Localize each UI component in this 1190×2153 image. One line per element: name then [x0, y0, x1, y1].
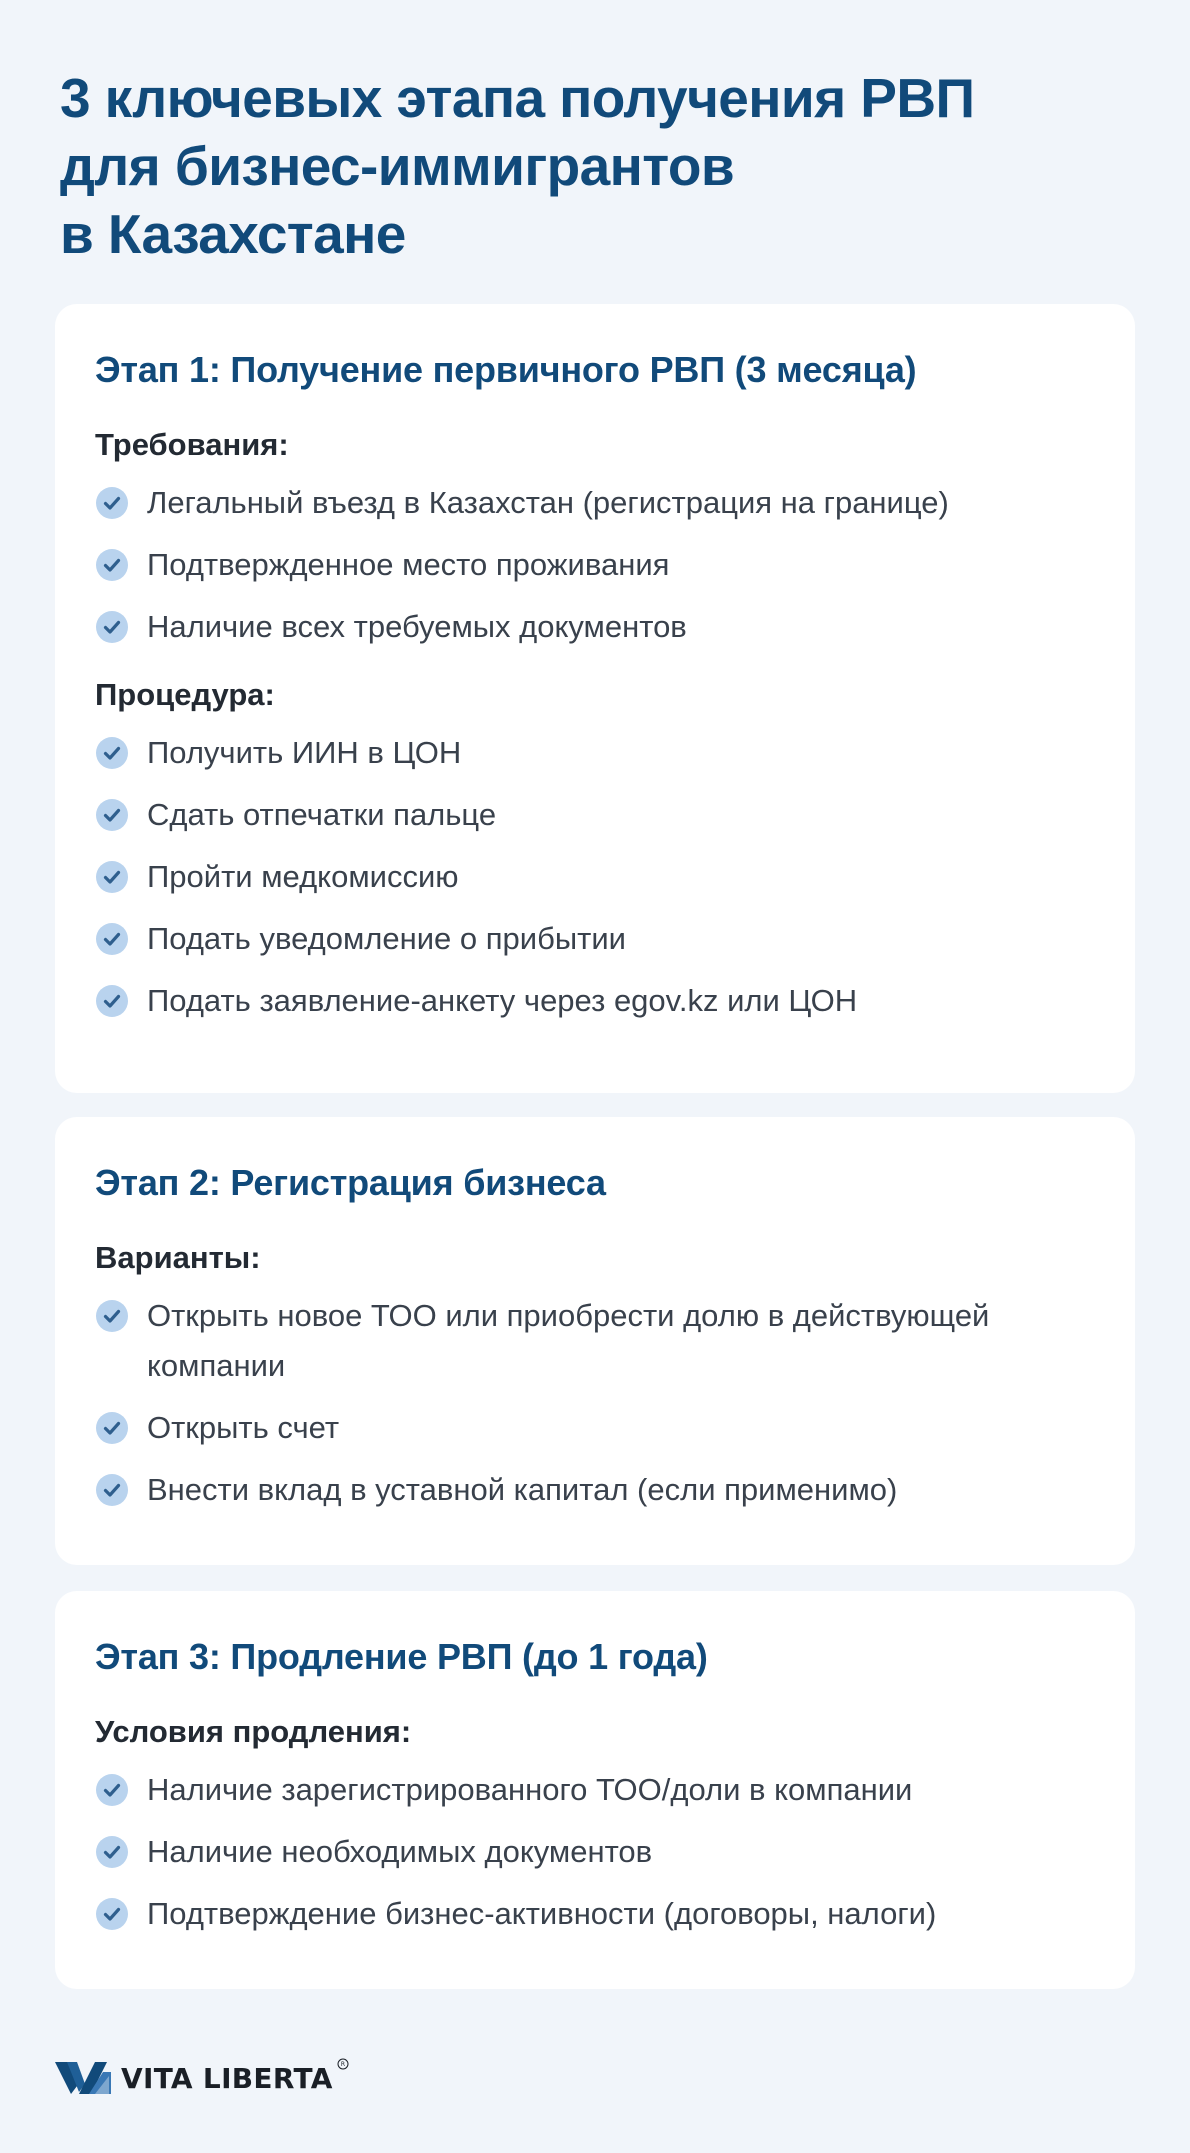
stage-1-card — [55, 304, 1135, 1093]
check-circle-icon — [95, 610, 129, 644]
check-circle-icon — [95, 798, 129, 832]
list-item-text: Легальный въезд в Казахстан (регистрация на границе) — [147, 485, 949, 520]
list-item — [95, 790, 1095, 840]
list-item — [95, 1889, 1095, 1939]
brand-logo — [55, 2058, 349, 2098]
list-item — [95, 1465, 1095, 1515]
list-item-text: Сдать отпечатки пальце — [147, 797, 497, 832]
vita-liberta-logo-icon — [55, 2058, 111, 2098]
list-item — [95, 976, 1095, 1026]
list-item-text: Подтверждение бизнес-активности (договоры, налоги) — [147, 1896, 937, 1931]
stage-1-requirements-label: Требования: — [95, 427, 289, 462]
check-circle-icon — [95, 548, 129, 582]
check-circle-icon — [95, 736, 129, 770]
check-circle-icon — [95, 860, 129, 894]
list-item — [95, 852, 1095, 902]
list-item-text: Наличие зарегистрированного ТОО/доли в компании — [147, 1772, 913, 1807]
list-item — [95, 1403, 1095, 1453]
check-circle-icon — [95, 486, 129, 520]
list-item-text: Пройти медкомиссию — [147, 859, 459, 894]
check-circle-icon — [95, 1473, 129, 1507]
list-item-text: Подать уведомление о прибытии — [147, 921, 626, 956]
list-item-text: Наличие всех требуемых документов — [147, 609, 687, 644]
list-item — [95, 602, 1095, 652]
check-circle-icon — [95, 1299, 129, 1333]
list-item-text: Подать заявление-анкету через egov.kz или ЦОН — [147, 983, 858, 1018]
page-title — [60, 64, 1135, 268]
list-item-text: Открыть счет — [147, 1410, 340, 1445]
list-item — [95, 1291, 1095, 1391]
list-item-text: Открыть новое ТОО или приобрести долю в действующей компании — [147, 1298, 990, 1383]
check-circle-icon — [95, 984, 129, 1018]
svg-text:R: R — [340, 2061, 345, 2069]
trademark-icon — [337, 2058, 349, 2070]
stage-2-card — [55, 1117, 1135, 1565]
stage-2-title: Этап 2: Регистрация бизнеса — [95, 1162, 606, 1203]
stage-1-procedure-label: Процедура: — [95, 677, 275, 712]
check-circle-icon — [95, 1835, 129, 1869]
list-item — [95, 914, 1095, 964]
check-circle-icon — [95, 922, 129, 956]
list-item — [95, 478, 1095, 528]
check-circle-icon — [95, 1897, 129, 1931]
page-title-line-3: в Казахстане — [60, 203, 406, 265]
stage-2-options-list — [95, 1291, 1095, 1515]
list-item — [95, 540, 1095, 590]
page-title-line-2: для бизнес-иммигрантов — [60, 135, 735, 197]
list-item — [95, 1765, 1095, 1815]
page-title-line-1: 3 ключевых этапа получения РВП — [60, 67, 975, 129]
stage-3-title: Этап 3: Продление РВП (до 1 года) — [95, 1636, 708, 1677]
check-circle-icon — [95, 1773, 129, 1807]
list-item — [95, 728, 1095, 778]
brand-name: VITA LIBERTA — [121, 2061, 333, 2095]
stage-1-title: Этап 1: Получение первичного РВП (3 месяца) — [95, 349, 917, 390]
check-circle-icon — [95, 1411, 129, 1445]
stage-3-conditions-label: Условия продления: — [95, 1714, 412, 1749]
list-item-text: Получить ИИН в ЦОН — [147, 735, 462, 770]
stage-1-requirements-list — [95, 478, 1095, 652]
stage-3-conditions-list — [95, 1765, 1095, 1939]
stage-2-options-label: Варианты: — [95, 1240, 261, 1275]
list-item-text: Подтвержденное место проживания — [147, 547, 670, 582]
list-item — [95, 1827, 1095, 1877]
list-item-text: Наличие необходимых документов — [147, 1834, 653, 1869]
stage-3-card — [55, 1591, 1135, 1989]
stage-1-procedure-list — [95, 728, 1095, 1026]
list-item-text: Внести вклад в уставной капитал (если применимо) — [147, 1472, 898, 1507]
